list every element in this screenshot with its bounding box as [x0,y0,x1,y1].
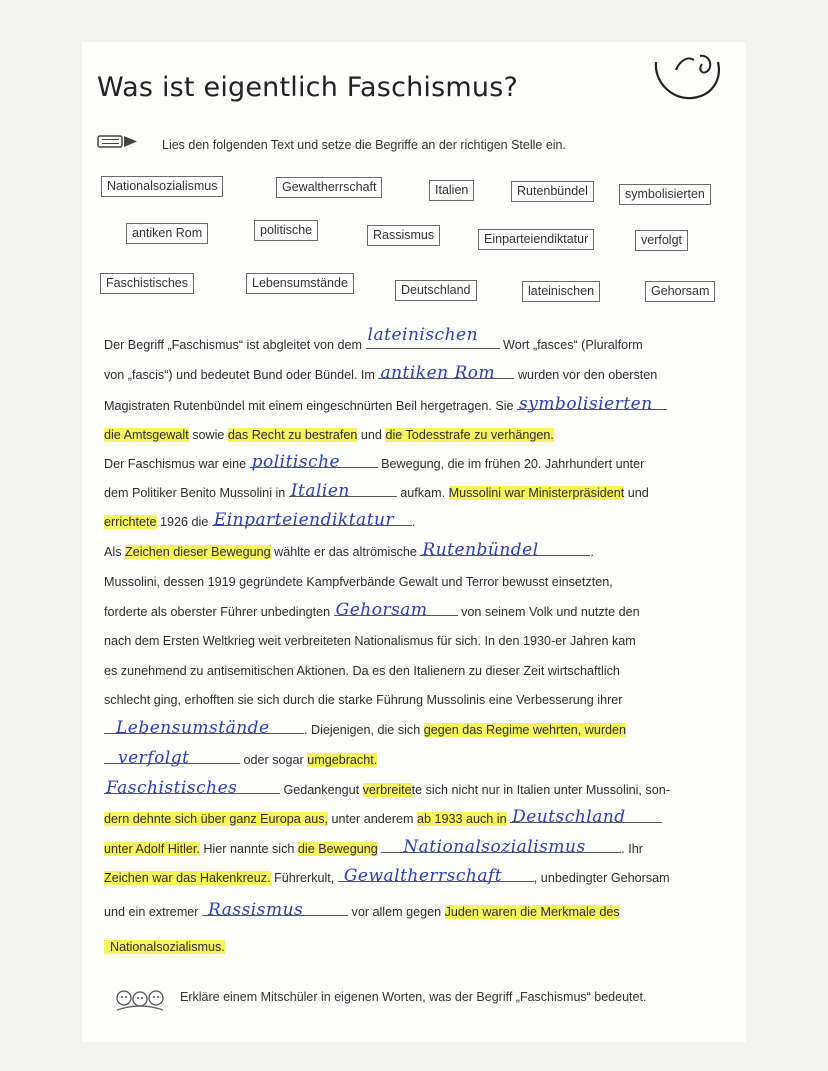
word-card[interactable]: Gehorsam [645,281,715,302]
answer-blank-3[interactable] [517,394,667,414]
answer-blank-9[interactable] [104,718,304,738]
page-title: Was ist eigentlich Faschismus? [97,72,519,103]
answer-blank-8[interactable] [334,600,458,620]
word-card[interactable]: Rassismus [367,225,440,246]
handwritten-answer: Rutenbündel [422,540,539,560]
text-line: Der Faschismus war eine politische Bewegung, die im frühen 20. Jahrhundert unter [104,452,645,472]
task-text: Erkläre einem Mitschüler in eigenen Worten, was der Begriff „Faschismus“ bedeutet. [180,990,647,1004]
word-card[interactable]: Faschistisches [100,273,194,294]
text-line: nach dem Ersten Weltkrieg weit verbreiteten Nationalismus für sich. In den 1930-er Jahren kam [104,634,636,648]
text-line: unter Adolf Hitler. Hier nannte sich die Bewegung Nationalsozialismus . Ihr [104,837,643,857]
word-card[interactable]: Nationalsozialismus [101,176,223,197]
handwritten-answer: Faschistisches [106,778,238,798]
text-line: Magistraten Rutenbündel mit einem eingeschnürten Beil hergetragen. Sie symbolisierten [104,395,667,417]
word-card[interactable]: Deutschland [395,280,477,301]
text-line: es zunehmend zu antisemitischen Aktionen. Da es den Italienern zu dieser Zeit wirtschaftlich [104,664,620,678]
text-line: Als Zeichen dieser Bewegung wählte er das altrömische Rutenbündel . [104,540,594,560]
word-card[interactable]: verfolgt [635,230,688,251]
handwritten-answer: Gewaltherrschaft [343,866,503,886]
handwritten-answer: symbolisierten [519,394,653,414]
instruction-text: Lies den folgenden Text und setze die Begriffe an der richtigen Stelle ein. [162,138,566,152]
word-card[interactable]: Italien [429,180,474,201]
text-line: Der Begriff „Faschismus“ ist abgleitet von dem lateinischen Wort „fasces“ (Pluralform [104,325,643,352]
text-line: dem Politiker Benito Mussolini in Italien aufkam. Mussolini war Ministerpräsident und [104,481,649,501]
group-discussion-icon [112,988,168,1012]
word-card[interactable]: Rutenbündel [511,181,594,202]
text-line: Zeichen war das Hakenkreuz. Führerkult, Gewaltherrschaft , unbedingter Gehorsam [104,866,670,886]
text-line: und ein extremer Rassismus vor allem gegen Juden waren die Merkmale des [104,900,620,920]
answer-blank-10[interactable] [104,748,240,768]
text-line: von „fascis“) und bedeutet Bund oder Bündel. Im antiken Rom wurden vor den obersten [104,363,658,383]
word-card[interactable]: lateinischen [522,281,600,302]
text-line: forderte als oberster Führer unbedingten Gehorsam von seinem Volk und nutzte den [104,600,640,620]
handwritten-answer: Deutschland [512,807,626,827]
stamp-circle-icon [650,42,724,102]
answer-blank-5[interactable] [289,481,397,501]
text-line: Lebensumstände . Diejenigen, die sich gegen das Regime wehrten, wurden [104,719,626,741]
text-line: Nationalsozialismus. [104,936,225,958]
answer-blank-12[interactable] [510,807,662,827]
text-line: die Amtsgewalt sowie das Recht zu bestrafen und die Todesstrafe zu verhängen. [104,428,554,442]
handwritten-answer: lateinischen [367,325,479,345]
answer-blank-4[interactable] [250,452,378,472]
answer-blank-7[interactable] [420,540,590,560]
word-card[interactable]: politische [254,220,318,241]
text-line: verfolgt oder sogar umgebracht. [104,749,377,771]
text-line: errichtete 1926 die Einparteiendiktatur . [104,510,416,530]
word-card[interactable]: Gewaltherrschaft [276,177,382,198]
handwritten-answer: verfolgt [118,748,190,768]
answer-blank-13[interactable] [381,837,621,857]
handwritten-answer: politische [251,452,341,472]
handwritten-answer: Gehorsam [335,600,428,620]
handwritten-answer: Nationalsozialismus [403,837,586,857]
text-line: schlecht ging, erhofften sie sich durch die starke Führung Mussolinis eine Verbesserung ihrer [104,693,623,707]
text-line: Faschistisches Gedankengut verbreitete sich nicht nur in Italien unter Mussolini, son- [106,778,670,798]
word-card[interactable]: Lebensumstände [246,273,354,294]
pencil-icon [97,133,145,151]
answer-blank-2[interactable] [378,363,514,383]
handwritten-answer: Rassismus [208,900,304,920]
answer-blank-15[interactable] [202,900,348,920]
word-card[interactable]: antiken Rom [126,223,208,244]
handwritten-answer: antiken Rom [380,363,496,383]
text-line: dern dehnte sich über ganz Europa aus, unter anderem ab 1933 auch in Deutschland [104,808,662,830]
answer-blank-11[interactable] [104,778,280,798]
text-line: Mussolini, dessen 1919 gegründete Kampfverbände Gewalt und Terror bewusst einsetzten, [104,575,613,589]
handwritten-answer: Einparteiendiktatur [213,510,395,530]
word-card[interactable]: Einparteiendiktatur [478,229,594,250]
answer-blank-1[interactable] [366,325,500,349]
answer-blank-14[interactable] [338,866,534,886]
handwritten-answer: Lebensumstände [116,718,270,738]
word-card[interactable]: symbolisierten [619,184,711,205]
handwritten-answer: Italien [290,481,350,501]
